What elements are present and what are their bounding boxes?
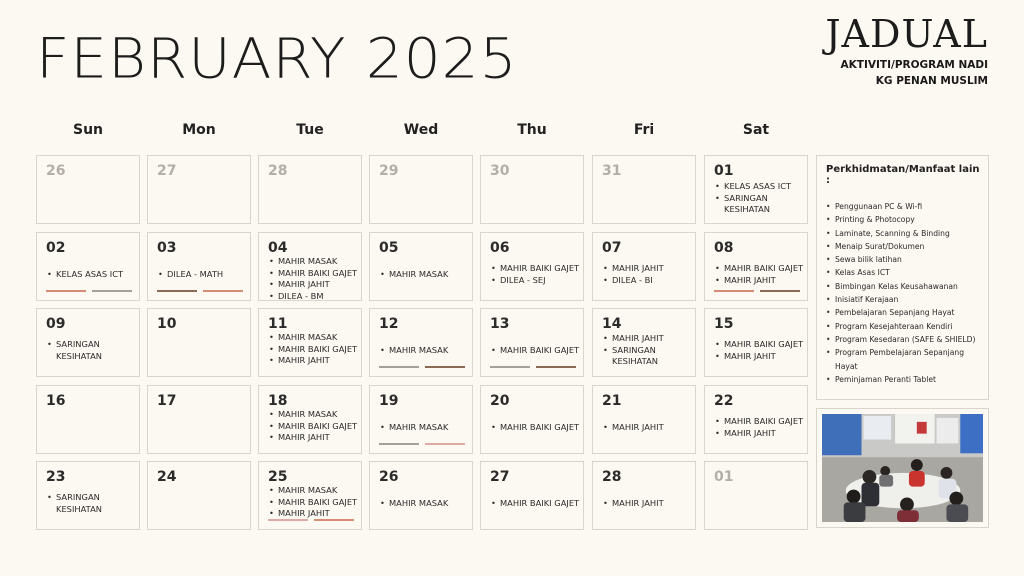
activity-list	[490, 337, 580, 364]
activity-list	[379, 337, 469, 364]
activity-item: • MAHIR JAHIT	[268, 508, 358, 520]
activity-item: • DILEA - BI	[602, 275, 692, 287]
activity-item: • DILEA - MATH	[157, 269, 247, 281]
day-number: 04	[268, 240, 288, 256]
calendar-day-cell	[704, 385, 808, 454]
activity-list	[714, 261, 804, 288]
color-indicator-lines	[268, 519, 354, 521]
day-number: 13	[490, 316, 510, 332]
activity-item: • DILEA - BM	[268, 291, 358, 303]
day-number: 01	[714, 163, 734, 179]
calendar-day-cell	[258, 461, 362, 530]
activity-item: • SARINGAN KESIHATAN	[46, 492, 136, 515]
calendar-day-cell	[480, 308, 584, 377]
calendar-day-cell	[704, 308, 808, 377]
activity-item: • MAHIR MASAK	[268, 409, 358, 421]
calendar-day-cell	[369, 385, 473, 454]
activity-item: • MAHIR BAIKI GAJET	[714, 339, 804, 351]
activity-item: • MAHIR JAHIT	[268, 279, 358, 291]
brand-title: JADUAL	[825, 12, 988, 56]
day-number: 30	[490, 163, 510, 179]
day-number: 12	[379, 316, 399, 332]
activity-item: • MAHIR MASAK	[379, 345, 469, 357]
calendar-day-cell	[480, 385, 584, 454]
activity-item: • SARINGAN KESIHATAN	[46, 339, 136, 362]
color-indicator-lines	[379, 443, 465, 445]
service-item: • Program Pembelajaran Sepanjang Hayat	[826, 346, 980, 373]
color-indicator-line	[157, 290, 197, 292]
day-number: 25	[268, 469, 288, 485]
calendar-day-cell	[36, 385, 140, 454]
calendar-day-cell	[369, 308, 473, 377]
service-item: • Inisiatif Kerajaan	[826, 293, 980, 306]
service-item: • Pembelajaran Sepanjang Hayat	[826, 306, 980, 319]
day-number: 28	[602, 469, 622, 485]
activity-photo	[816, 408, 989, 528]
calendar-day-cell	[258, 232, 362, 301]
brand-subtitle-line-1: AKTIVITI/PROGRAM NADI	[840, 59, 988, 71]
activity-list	[714, 337, 804, 364]
color-indicator-line	[760, 290, 800, 292]
activity-list	[157, 261, 247, 288]
service-item: • Laminate, Scanning & Binding	[826, 227, 980, 240]
calendar-day-cell	[36, 461, 140, 530]
calendar-day-cell	[36, 155, 140, 224]
color-indicator-line	[425, 366, 465, 368]
activity-item: • MAHIR JAHIT	[602, 333, 692, 345]
color-indicator-line	[490, 366, 530, 368]
weekday-tue: Tue	[296, 122, 324, 138]
activity-item: • KELAS ASAS ICT	[46, 269, 136, 281]
weekday-fri: Fri	[633, 122, 655, 138]
weekday-sun: Sun	[72, 122, 104, 138]
color-indicator-line	[536, 366, 576, 368]
activity-list	[602, 414, 692, 441]
activity-list	[602, 333, 692, 367]
activity-item: • MAHIR JAHIT	[714, 275, 804, 287]
activity-item: • KELAS ASAS ICT	[714, 181, 804, 193]
day-number: 05	[379, 240, 399, 256]
service-item: • Menaip Surat/Dokumen	[826, 240, 980, 253]
activity-list	[268, 256, 358, 301]
calendar-day-cell	[369, 232, 473, 301]
day-number: 29	[379, 163, 399, 179]
color-indicator-line	[425, 443, 465, 445]
activity-list	[379, 414, 469, 441]
activity-list	[602, 490, 692, 517]
activity-item: • MAHIR BAIKI GAJET	[268, 344, 358, 356]
day-number: 20	[490, 393, 510, 409]
service-item: • Printing & Photocopy	[826, 213, 980, 226]
activity-list	[46, 261, 136, 288]
calendar-day-cell	[147, 385, 251, 454]
month-title: FEBRUARY 2025	[36, 26, 518, 91]
calendar-day-cell	[147, 155, 251, 224]
activity-list	[46, 337, 136, 364]
color-indicator-line	[203, 290, 243, 292]
day-number: 14	[602, 316, 622, 332]
calendar-day-cell	[36, 308, 140, 377]
day-number: 08	[714, 240, 734, 256]
activity-item: • MAHIR JAHIT	[714, 351, 804, 363]
activity-item: • MAHIR BAIKI GAJET	[490, 498, 580, 510]
day-number: 26	[379, 469, 399, 485]
day-number: 26	[46, 163, 66, 179]
calendar-day-cell	[369, 461, 473, 530]
day-number: 03	[157, 240, 177, 256]
color-indicator-line	[714, 290, 754, 292]
activity-list	[714, 181, 804, 214]
service-item: • Program Kesedaran (SAFE & SHIELD)	[826, 333, 980, 346]
activity-item: • MAHIR MASAK	[379, 498, 469, 510]
calendar-day-cell	[258, 308, 362, 377]
activity-item: • MAHIR MASAK	[268, 256, 358, 268]
day-number: 16	[46, 393, 66, 409]
calendar-day-cell	[480, 155, 584, 224]
activity-list	[490, 414, 580, 441]
color-indicator-line	[268, 519, 308, 521]
service-item: • Program Kesejahteraan Kendiri	[826, 320, 980, 333]
activity-item: • MAHIR JAHIT	[602, 263, 692, 275]
day-number: 23	[46, 469, 66, 485]
calendar-day-cell	[369, 155, 473, 224]
activity-item: • MAHIR MASAK	[379, 269, 469, 281]
services-list	[826, 200, 980, 386]
activity-item: • MAHIR BAIKI GAJET	[268, 268, 358, 280]
day-number: 15	[714, 316, 734, 332]
day-number: 19	[379, 393, 399, 409]
activity-list	[46, 490, 136, 517]
activity-item: • MAHIR JAHIT	[714, 428, 804, 440]
services-title: Perkhidmatan/Manfaat lain :	[826, 164, 980, 186]
calendar-day-cell	[147, 461, 251, 530]
brand-subtitle-line-2: KG PENAN MUSLIM	[875, 75, 988, 87]
color-indicator-line	[314, 519, 354, 521]
activity-list	[714, 414, 804, 441]
day-number: 09	[46, 316, 66, 332]
calendar-day-cell	[480, 232, 584, 301]
calendar-day-cell	[147, 232, 251, 301]
weekday-sat: Sat	[742, 122, 770, 138]
calendar-day-cell	[36, 232, 140, 301]
day-number: 28	[268, 163, 288, 179]
day-number: 07	[602, 240, 622, 256]
activity-item: • SARINGAN KESIHATAN	[714, 193, 804, 216]
activity-item: • MAHIR MASAK	[268, 485, 358, 497]
activity-item: • MAHIR BAIKI GAJET	[268, 421, 358, 433]
day-number: 17	[157, 393, 177, 409]
classroom-photo-illustration	[822, 414, 983, 522]
weekday-thu: Thu	[517, 122, 547, 138]
activity-item: • MAHIR JAHIT	[602, 498, 692, 510]
day-number: 22	[714, 393, 734, 409]
calendar-day-cell	[704, 461, 808, 530]
calendar-day-cell	[258, 385, 362, 454]
day-number: 06	[490, 240, 510, 256]
calendar-day-cell	[258, 155, 362, 224]
color-indicator-lines	[714, 290, 800, 292]
activity-item: • DILEA - SEJ	[490, 275, 580, 287]
activity-item: • MAHIR MASAK	[268, 332, 358, 344]
calendar-day-cell	[592, 155, 696, 224]
color-indicator-line	[379, 366, 419, 368]
calendar-day-cell	[592, 385, 696, 454]
calendar-day-cell	[480, 461, 584, 530]
activity-list	[268, 332, 358, 364]
color-indicator-lines	[379, 366, 465, 368]
activity-item: • MAHIR MASAK	[379, 422, 469, 434]
activity-list	[490, 490, 580, 517]
day-number: 24	[157, 469, 177, 485]
activity-item: • MAHIR JAHIT	[268, 355, 358, 367]
calendar-day-cell	[704, 155, 808, 224]
day-number: 21	[602, 393, 622, 409]
activity-item: • MAHIR BAIKI GAJET	[490, 422, 580, 434]
service-item: • Sewa bilik latihan	[826, 253, 980, 266]
service-item: • Kelas Asas ICT	[826, 266, 980, 279]
day-number: 27	[490, 469, 510, 485]
color-indicator-lines	[157, 290, 243, 292]
service-item: • Peminjaman Peranti Tablet	[826, 373, 980, 386]
color-indicator-lines	[490, 366, 576, 368]
activity-item: • MAHIR JAHIT	[602, 422, 692, 434]
activity-list	[379, 490, 469, 517]
activity-item: • MAHIR BAIKI GAJET	[714, 263, 804, 275]
service-item: • Bimbingan Kelas Keusahawanan	[826, 280, 980, 293]
activity-item: • MAHIR BAIKI GAJET	[714, 416, 804, 428]
activity-item: • MAHIR BAIKI GAJET	[268, 497, 358, 509]
activity-item: • MAHIR JAHIT	[268, 432, 358, 444]
day-number: 27	[157, 163, 177, 179]
weekday-mon: Mon	[182, 122, 216, 138]
brand-block	[825, 12, 988, 88]
color-indicator-line	[46, 290, 86, 292]
activity-list	[268, 485, 358, 517]
weekday-wed: Wed	[403, 122, 439, 138]
color-indicator-line	[379, 443, 419, 445]
day-number: 01	[714, 469, 734, 485]
calendar-day-cell	[592, 308, 696, 377]
calendar-day-cell	[704, 232, 808, 301]
day-number: 02	[46, 240, 66, 256]
color-indicator-lines	[46, 290, 132, 292]
day-number: 18	[268, 393, 288, 409]
activity-list	[490, 261, 580, 288]
services-panel	[816, 155, 989, 400]
activity-item: • SARINGAN KESIHATAN	[602, 345, 692, 368]
color-indicator-line	[92, 290, 132, 292]
day-number: 10	[157, 316, 177, 332]
activity-item: • MAHIR BAIKI GAJET	[490, 345, 580, 357]
activity-item: • MAHIR BAIKI GAJET	[490, 263, 580, 275]
activity-list	[268, 409, 358, 441]
calendar-day-cell	[147, 308, 251, 377]
day-number: 11	[268, 316, 288, 332]
calendar-day-cell	[592, 232, 696, 301]
service-item: • Penggunaan PC & Wi-fi	[826, 200, 980, 213]
activity-list	[379, 261, 469, 288]
activity-list	[602, 261, 692, 288]
calendar-day-cell	[592, 461, 696, 530]
day-number: 31	[602, 163, 622, 179]
